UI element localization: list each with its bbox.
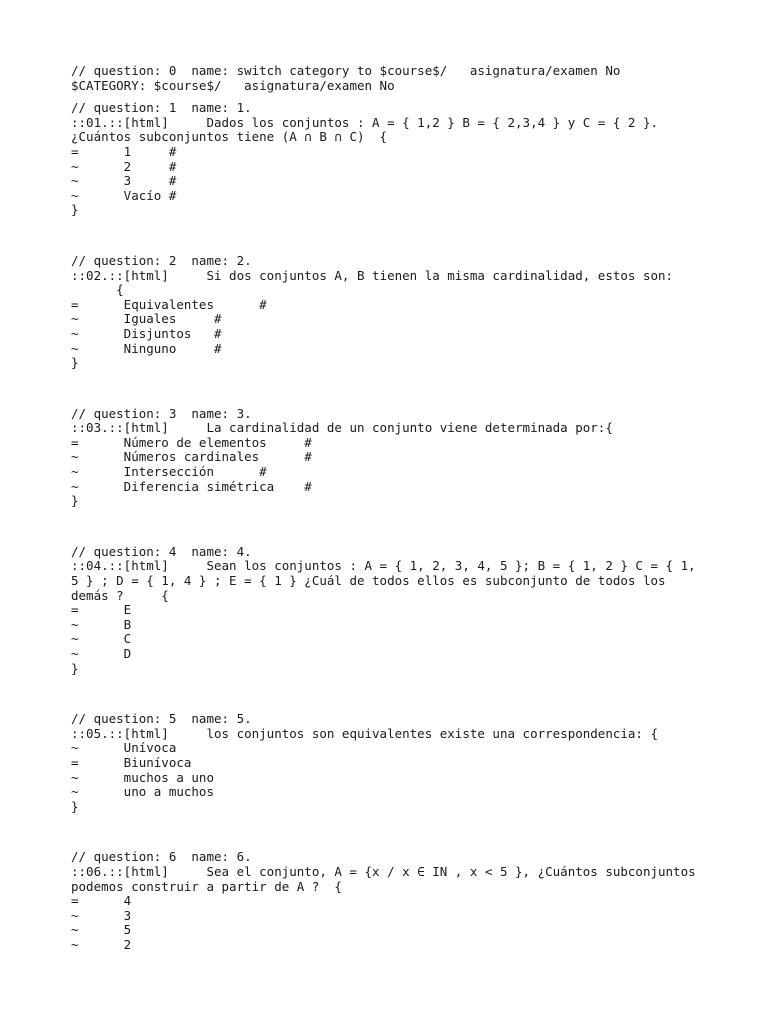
text-line: ~ 3 [71,907,132,923]
text-line: = Número de elementos # [71,434,312,450]
text-line: = 4 [71,893,132,909]
text-line: = Biunívoca [71,754,192,770]
text-line: } [71,202,79,218]
text-line: ::03.::[html] La cardinalidad de un conjunto viene determinada por:{ [71,420,613,436]
question-block [71,850,711,952]
block-spacer [71,814,711,850]
text-line: ~ uno a muchos [71,784,214,800]
question-block [71,101,711,218]
text-line: ~ Vacío # [71,187,177,203]
text-line: // question: 5 name: 5. [71,711,252,727]
question-block [71,64,711,93]
question-block [71,545,711,676]
text-line: ~ Diferencia simétrica # [71,478,312,494]
text-line: // question: 2 name: 2. [71,252,252,268]
text-line: ::04.::[html] Sean los conjuntos : A = { 1, 2, 3, 4, 5 }; B = { 1, 2 } C = { 1, [71,558,696,574]
text-line: ~ 2 # [71,158,177,174]
text-line: ::05.::[html] los conjuntos son equivalentes existe una correspondencia: { [71,725,658,741]
block-spacer [71,371,711,407]
text-line: { [71,282,124,298]
text-line: } [71,798,79,814]
text-line: ~ Disjuntos # [71,325,222,341]
text-line: // question: 1 name: 1. [71,100,252,116]
question-block [71,407,711,509]
text-line: // question: 4 name: 4. [71,543,252,559]
text-line: ~ Unívoca [71,740,177,756]
text-line: ~ Iguales # [71,311,222,327]
text-line: $CATEGORY: $course$/ asignatura/examen No [71,77,395,93]
block-spacer [71,509,711,545]
text-line: 5 } ; D = { 1, 4 } ; E = { 1 } ¿Cuál de todos ellos es subconjunto de todos los [71,573,666,589]
text-line: ::02.::[html] Si dos conjuntos A, B tienen la misma cardinalidad, estos son: [71,267,674,283]
question-block [71,254,711,371]
text-line: ~ 2 [71,936,132,952]
text-line: // question: 0 name: switch category to $course$/ asignatura/examen No [71,63,621,78]
block-spacer [71,218,711,254]
text-line: // question: 6 name: 6. [71,849,252,865]
document-page [71,64,711,953]
text-line: podemos construir a partir de A ? { [71,878,342,894]
text-line: ~ muchos a uno [71,769,214,785]
text-line: = 1 # [71,143,177,159]
text-line: // question: 3 name: 3. [71,405,252,421]
text-line: ::06.::[html] Sea el conjunto, A = {x / x ∈ IN , x < 5 }, ¿Cuántos subconjuntos [71,863,696,879]
text-line: } [71,660,79,676]
text-line: ~ Números cardinales # [71,449,312,465]
text-line: ~ B [71,616,132,632]
text-line: ~ C [71,631,132,647]
text-line: ~ Ninguno # [71,340,222,356]
text-line: ::01.::[html] Dados los conjuntos : A = { 1,2 } B = { 2,3,4 } y C = { 2 }. [71,114,658,130]
text-line: ¿Cuántos subconjuntos tiene (A ∩ B ∩ C) { [71,129,388,145]
text-line: = Equivalentes # [71,296,267,312]
text-line: ~ 5 [71,922,132,938]
text-line: ~ 3 # [71,173,177,189]
text-line: = E [71,602,132,618]
text-line: ~ D [71,646,132,661]
text-line: } [71,355,79,371]
block-spacer [71,676,711,712]
text-line: demás ? { [71,587,169,603]
text-line: ~ Intersección # [71,464,267,480]
question-block [71,712,711,814]
text-line: } [71,493,79,509]
